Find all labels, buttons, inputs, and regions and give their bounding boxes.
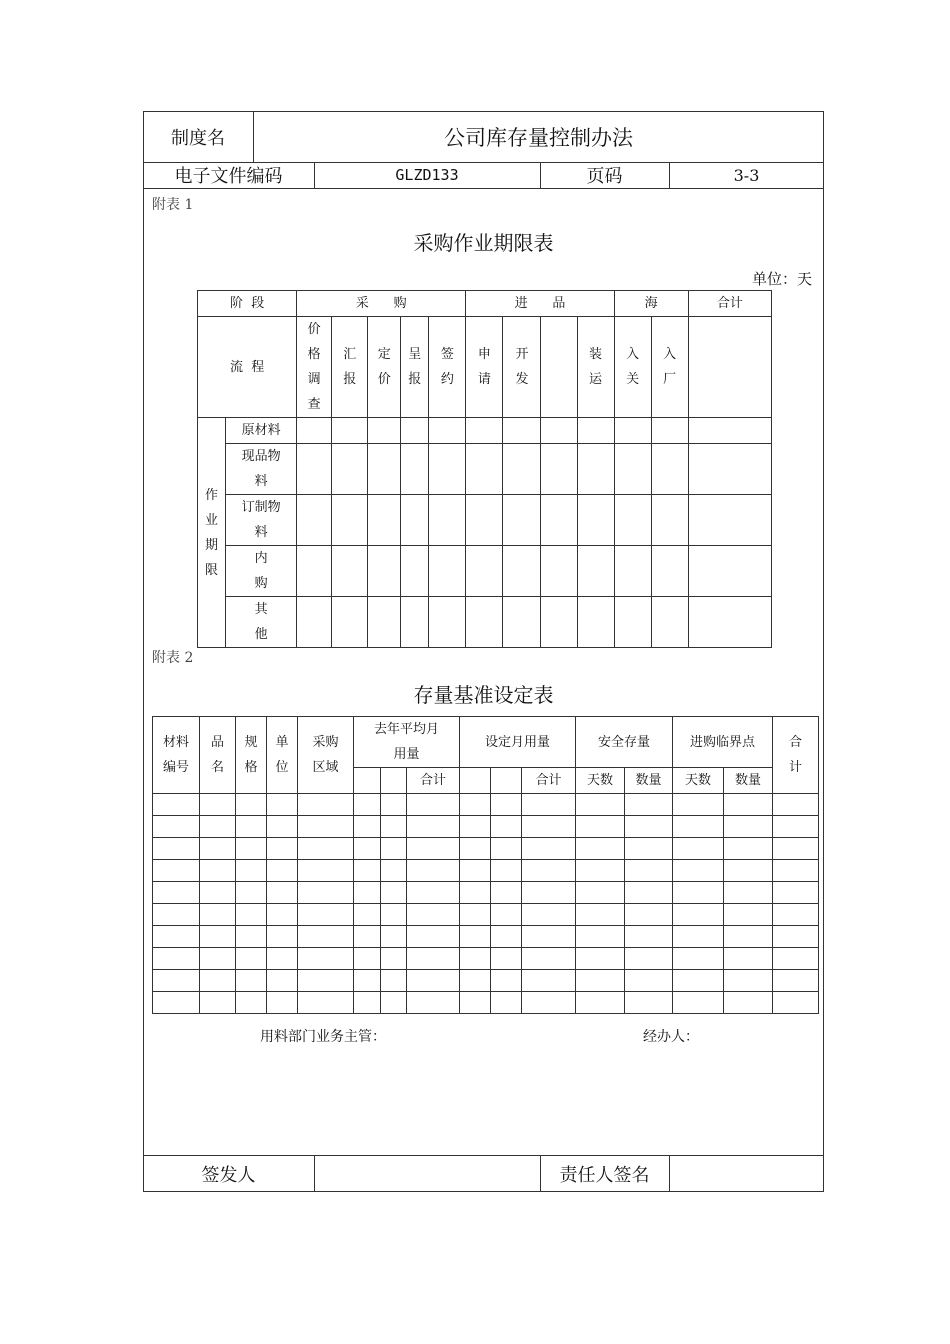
stock-cell[interactable]	[724, 882, 773, 904]
stock-cell[interactable]	[773, 992, 819, 1014]
stock-cell[interactable]	[673, 882, 724, 904]
stock-cell[interactable]	[407, 794, 460, 816]
period-cell[interactable]	[577, 597, 614, 648]
period-cell[interactable]	[332, 444, 368, 495]
stock-cell[interactable]	[625, 992, 673, 1014]
period-cell[interactable]	[577, 444, 614, 495]
stock-cell[interactable]	[460, 948, 491, 970]
stock-cell[interactable]	[381, 992, 407, 1014]
stock-baseline-table	[152, 716, 819, 1014]
stock-cell[interactable]	[724, 926, 773, 948]
stage-customs: 海	[614, 291, 688, 317]
stock-cell[interactable]	[153, 816, 200, 838]
period-cell[interactable]	[688, 418, 771, 444]
stock-cell[interactable]	[236, 838, 267, 860]
period-cell[interactable]	[368, 495, 401, 546]
header-cell	[354, 768, 381, 794]
process-step-1: 汇 报	[332, 317, 368, 418]
stock-cell[interactable]	[625, 860, 673, 882]
stock-cell[interactable]	[298, 838, 354, 860]
stock-cell[interactable]	[625, 926, 673, 948]
stock-cell[interactable]	[236, 816, 267, 838]
process-step-5: 申 请	[466, 317, 503, 418]
stock-cell[interactable]	[236, 882, 267, 904]
stock-cell[interactable]	[200, 794, 236, 816]
period-cell[interactable]	[429, 495, 466, 546]
period-cell[interactable]	[577, 418, 614, 444]
page-number-label: 页码	[586, 166, 623, 187]
row-label: 现品物 料	[226, 444, 297, 495]
stock-cell[interactable]	[298, 816, 354, 838]
period-cell[interactable]	[297, 597, 332, 648]
stock-cell[interactable]	[381, 970, 407, 992]
stock-cell[interactable]	[236, 904, 267, 926]
header-last-year-avg: 去年平均月 用量	[354, 717, 460, 768]
stock-cell[interactable]	[298, 992, 354, 1014]
stock-cell[interactable]	[298, 904, 354, 926]
stock-cell[interactable]	[236, 970, 267, 992]
stock-cell[interactable]	[491, 838, 522, 860]
stock-cell[interactable]	[625, 970, 673, 992]
stock-cell[interactable]	[381, 816, 407, 838]
table-row	[153, 948, 819, 970]
stock-cell[interactable]	[673, 992, 724, 1014]
process-step-7	[541, 317, 577, 418]
period-cell[interactable]	[297, 546, 332, 597]
stock-cell[interactable]	[200, 948, 236, 970]
stock-cell[interactable]	[491, 926, 522, 948]
stock-cell[interactable]	[625, 948, 673, 970]
header-divider	[143, 188, 824, 189]
header-days: 天数	[576, 768, 625, 794]
stock-cell[interactable]	[153, 882, 200, 904]
stock-cell[interactable]	[267, 838, 298, 860]
stock-cell[interactable]	[773, 926, 819, 948]
period-cell[interactable]	[614, 546, 651, 597]
document-frame	[143, 111, 824, 1192]
stock-cell[interactable]	[267, 992, 298, 1014]
table-row	[153, 860, 819, 882]
period-cell[interactable]	[429, 444, 466, 495]
stock-cell[interactable]	[298, 882, 354, 904]
stage-purchase: 采 购	[297, 291, 466, 317]
table-2-title: 存量基准设定表	[413, 682, 554, 707]
stock-cell[interactable]	[200, 882, 236, 904]
table-row	[153, 992, 819, 1014]
stock-cell[interactable]	[407, 838, 460, 860]
header-purchase-area: 采购 区域	[298, 717, 354, 794]
period-cell[interactable]	[541, 546, 577, 597]
stock-cell[interactable]	[267, 926, 298, 948]
stock-cell[interactable]	[267, 904, 298, 926]
stock-cell[interactable]	[773, 860, 819, 882]
stage-label: 阶 段	[198, 291, 297, 317]
stock-cell[interactable]	[354, 882, 381, 904]
process-step-0: 价 格 调 查	[297, 317, 332, 418]
stock-cell[interactable]	[491, 882, 522, 904]
stock-cell[interactable]	[773, 882, 819, 904]
stock-cell[interactable]	[576, 860, 625, 882]
stock-cell[interactable]	[576, 992, 625, 1014]
stock-cell[interactable]	[200, 926, 236, 948]
stock-cell[interactable]	[381, 948, 407, 970]
stock-cell[interactable]	[673, 904, 724, 926]
stock-cell[interactable]	[200, 860, 236, 882]
table-row	[153, 794, 819, 816]
period-cell[interactable]	[297, 495, 332, 546]
stock-cell[interactable]	[298, 794, 354, 816]
period-cell[interactable]	[688, 597, 771, 648]
stock-cell[interactable]	[407, 860, 460, 882]
period-cell[interactable]	[614, 444, 651, 495]
process-step-10: 入 厂	[651, 317, 688, 418]
table-row	[153, 882, 819, 904]
stock-cell[interactable]	[724, 860, 773, 882]
stock-cell[interactable]	[576, 794, 625, 816]
stock-cell[interactable]	[460, 882, 491, 904]
appendix-1-caption: 附表 1	[152, 197, 194, 213]
stock-cell[interactable]	[724, 992, 773, 1014]
stock-cell[interactable]	[673, 970, 724, 992]
header-material-no: 材料 编号	[153, 717, 200, 794]
period-cell[interactable]	[688, 546, 771, 597]
stock-cell[interactable]	[491, 904, 522, 926]
table-row	[153, 816, 819, 838]
stock-cell[interactable]	[407, 948, 460, 970]
purchase-period-table	[197, 290, 772, 648]
stock-cell[interactable]	[407, 882, 460, 904]
process-step-6: 开 发	[503, 317, 541, 418]
period-cell[interactable]	[688, 495, 771, 546]
stage-total: 合计	[688, 291, 771, 317]
stock-cell[interactable]	[522, 794, 576, 816]
stock-cell[interactable]	[673, 860, 724, 882]
stock-cell[interactable]	[522, 860, 576, 882]
row-label: 原材料	[226, 418, 297, 444]
stock-cell[interactable]	[298, 948, 354, 970]
unit-label: 单位：天	[752, 270, 813, 288]
stock-cell[interactable]	[298, 970, 354, 992]
stock-cell[interactable]	[673, 926, 724, 948]
period-cell[interactable]	[401, 444, 429, 495]
stock-cell[interactable]	[236, 926, 267, 948]
table-row	[153, 970, 819, 992]
stock-cell[interactable]	[724, 838, 773, 860]
period-cell[interactable]	[541, 495, 577, 546]
stock-cell[interactable]	[407, 904, 460, 926]
stock-cell[interactable]	[381, 838, 407, 860]
period-cell[interactable]	[614, 418, 651, 444]
stock-cell[interactable]	[673, 816, 724, 838]
header-set-monthly: 设定月用量	[460, 717, 576, 768]
header-cell	[381, 768, 407, 794]
stock-cell[interactable]	[381, 860, 407, 882]
stock-cell[interactable]	[298, 860, 354, 882]
stock-cell[interactable]	[522, 926, 576, 948]
stock-cell[interactable]	[200, 816, 236, 838]
header-qty: 数量	[625, 768, 673, 794]
period-cell[interactable]	[466, 495, 503, 546]
period-cell[interactable]	[332, 495, 368, 546]
period-cell[interactable]	[368, 444, 401, 495]
stock-cell[interactable]	[267, 816, 298, 838]
period-cell[interactable]	[651, 418, 688, 444]
stock-cell[interactable]	[153, 838, 200, 860]
stock-cell[interactable]	[354, 816, 381, 838]
stock-cell[interactable]	[460, 992, 491, 1014]
period-cell[interactable]	[503, 546, 541, 597]
period-cell[interactable]	[688, 444, 771, 495]
stock-cell[interactable]	[773, 838, 819, 860]
stock-cell[interactable]	[625, 882, 673, 904]
table-row	[153, 838, 819, 860]
period-cell[interactable]	[466, 546, 503, 597]
period-cell[interactable]	[503, 444, 541, 495]
stock-cell[interactable]	[724, 904, 773, 926]
stock-cell[interactable]	[576, 970, 625, 992]
period-cell[interactable]	[466, 597, 503, 648]
stock-cell[interactable]	[354, 860, 381, 882]
table-row	[153, 926, 819, 948]
stock-cell[interactable]	[354, 970, 381, 992]
row-label: 内 购	[226, 546, 297, 597]
stock-cell[interactable]	[267, 882, 298, 904]
stock-cell[interactable]	[625, 904, 673, 926]
stock-cell[interactable]	[354, 838, 381, 860]
process-step-2: 定 价	[368, 317, 401, 418]
stock-cell[interactable]	[673, 838, 724, 860]
stock-cell[interactable]	[407, 970, 460, 992]
header-days: 天数	[673, 768, 724, 794]
row-label: 订制物 料	[226, 495, 297, 546]
period-cell[interactable]	[466, 418, 503, 444]
stock-cell[interactable]	[381, 904, 407, 926]
period-cell[interactable]	[614, 597, 651, 648]
process-total	[688, 317, 771, 418]
period-cell[interactable]	[651, 444, 688, 495]
period-cell[interactable]	[401, 495, 429, 546]
stock-cell[interactable]	[236, 794, 267, 816]
stock-cell[interactable]	[236, 860, 267, 882]
stock-cell[interactable]	[407, 992, 460, 1014]
stock-cell[interactable]	[354, 992, 381, 1014]
period-cell[interactable]	[297, 444, 332, 495]
stock-cell[interactable]	[773, 904, 819, 926]
header-spec: 规 格	[236, 717, 267, 794]
stock-cell[interactable]	[354, 948, 381, 970]
process-step-3: 呈 报	[401, 317, 429, 418]
stock-cell[interactable]	[576, 882, 625, 904]
handler-label: 经办人：	[643, 1029, 699, 1045]
header-safety-stock: 安全存量	[576, 717, 673, 768]
stock-cell[interactable]	[153, 992, 200, 1014]
stock-cell[interactable]	[236, 992, 267, 1014]
header-cell	[491, 768, 522, 794]
stock-cell[interactable]	[522, 992, 576, 1014]
stock-cell[interactable]	[153, 926, 200, 948]
stage-import: 进 品	[466, 291, 614, 317]
page-title: 公司库存量控制办法	[444, 125, 633, 150]
stock-cell[interactable]	[673, 794, 724, 816]
stock-cell[interactable]	[673, 948, 724, 970]
stock-cell[interactable]	[460, 904, 491, 926]
period-cell[interactable]	[332, 418, 368, 444]
process-step-9: 入 关	[614, 317, 651, 418]
stock-cell[interactable]	[354, 794, 381, 816]
stock-cell[interactable]	[460, 838, 491, 860]
stock-cell[interactable]	[381, 794, 407, 816]
stock-cell[interactable]	[491, 970, 522, 992]
period-cell[interactable]	[541, 444, 577, 495]
file-code-value: GLZD133	[395, 166, 459, 184]
page-number-value: 3-3	[733, 165, 760, 185]
period-cell[interactable]	[503, 495, 541, 546]
stock-cell[interactable]	[460, 860, 491, 882]
period-cell[interactable]	[429, 597, 466, 648]
stock-cell[interactable]	[522, 816, 576, 838]
table-row	[153, 904, 819, 926]
stock-cell[interactable]	[576, 816, 625, 838]
stock-cell[interactable]	[625, 816, 673, 838]
stock-cell[interactable]	[200, 904, 236, 926]
stock-cell[interactable]	[460, 794, 491, 816]
stock-cell[interactable]	[576, 926, 625, 948]
stock-cell[interactable]	[724, 970, 773, 992]
department-supervisor-label: 用料部门业务主管：	[260, 1029, 386, 1045]
period-cell[interactable]	[332, 597, 368, 648]
stock-cell[interactable]	[298, 926, 354, 948]
period-cell[interactable]	[651, 495, 688, 546]
stock-cell[interactable]	[625, 838, 673, 860]
period-cell[interactable]	[651, 597, 688, 648]
stock-cell[interactable]	[491, 794, 522, 816]
stock-cell[interactable]	[491, 992, 522, 1014]
stock-cell[interactable]	[522, 948, 576, 970]
stock-cell[interactable]	[200, 838, 236, 860]
row-label: 其 他	[226, 597, 297, 648]
stock-cell[interactable]	[522, 904, 576, 926]
period-cell[interactable]	[541, 597, 577, 648]
period-cell[interactable]	[297, 418, 332, 444]
stock-cell[interactable]	[236, 948, 267, 970]
period-cell[interactable]	[577, 546, 614, 597]
header-qty: 数量	[724, 768, 773, 794]
stock-cell[interactable]	[354, 904, 381, 926]
stock-cell[interactable]	[576, 948, 625, 970]
period-cell[interactable]	[503, 597, 541, 648]
stock-cell[interactable]	[522, 882, 576, 904]
stock-cell[interactable]	[460, 926, 491, 948]
period-cell[interactable]	[332, 546, 368, 597]
stock-cell[interactable]	[153, 860, 200, 882]
stock-cell[interactable]	[724, 816, 773, 838]
period-cell[interactable]	[401, 546, 429, 597]
stock-cell[interactable]	[381, 926, 407, 948]
stock-cell[interactable]	[460, 970, 491, 992]
header-subtotal: 合计	[522, 768, 576, 794]
period-cell[interactable]	[368, 418, 401, 444]
issuer-signature-field[interactable]	[314, 1155, 540, 1192]
stock-cell[interactable]	[407, 816, 460, 838]
stock-cell[interactable]	[491, 948, 522, 970]
stock-cell[interactable]	[200, 992, 236, 1014]
stock-cell[interactable]	[576, 838, 625, 860]
stock-cell[interactable]	[267, 860, 298, 882]
stock-cell[interactable]	[153, 904, 200, 926]
stock-cell[interactable]	[460, 816, 491, 838]
header-total: 合 计	[773, 717, 819, 794]
header-unit: 单 位	[267, 717, 298, 794]
period-cell[interactable]	[651, 546, 688, 597]
stock-cell[interactable]	[153, 948, 200, 970]
stock-cell[interactable]	[200, 970, 236, 992]
stock-cell[interactable]	[153, 794, 200, 816]
file-code-label: 电子文件编码	[174, 166, 283, 187]
header-cell	[460, 768, 491, 794]
regulation-name-label: 制度名	[171, 127, 225, 149]
stock-cell[interactable]	[267, 794, 298, 816]
stock-cell[interactable]	[491, 816, 522, 838]
stock-cell[interactable]	[407, 926, 460, 948]
header-reorder-point: 进购临界点	[673, 717, 773, 768]
stock-cell[interactable]	[267, 970, 298, 992]
period-cell[interactable]	[368, 597, 401, 648]
period-cell[interactable]	[466, 444, 503, 495]
stock-cell[interactable]	[773, 948, 819, 970]
header-product-name: 品 名	[200, 717, 236, 794]
period-cell[interactable]	[577, 495, 614, 546]
period-cell[interactable]	[401, 597, 429, 648]
process-step-8: 装 运	[577, 317, 614, 418]
stock-cell[interactable]	[491, 860, 522, 882]
stock-cell[interactable]	[354, 926, 381, 948]
table-1-title: 采购作业期限表	[413, 230, 554, 255]
period-cell[interactable]	[368, 546, 401, 597]
stock-cell[interactable]	[773, 970, 819, 992]
stock-cell[interactable]	[576, 904, 625, 926]
stock-cell[interactable]	[724, 948, 773, 970]
process-label: 流 程	[198, 317, 297, 418]
period-cell[interactable]	[614, 495, 651, 546]
issuer-label: 签发人	[201, 1164, 256, 1186]
stock-cell[interactable]	[153, 970, 200, 992]
stock-cell[interactable]	[381, 882, 407, 904]
row-group-label: 作 业 期 限	[198, 418, 226, 648]
period-cell[interactable]	[429, 546, 466, 597]
responsible-signature-field[interactable]	[669, 1155, 824, 1192]
stock-cell[interactable]	[724, 794, 773, 816]
stock-cell[interactable]	[267, 948, 298, 970]
period-cell[interactable]	[541, 418, 577, 444]
stock-cell[interactable]	[773, 816, 819, 838]
header-subtotal: 合计	[407, 768, 460, 794]
period-cell[interactable]	[401, 418, 429, 444]
stock-cell[interactable]	[522, 838, 576, 860]
stock-cell[interactable]	[522, 970, 576, 992]
appendix-2-caption: 附表 2	[152, 650, 194, 666]
period-cell[interactable]	[503, 418, 541, 444]
process-step-4: 签 约	[429, 317, 466, 418]
responsible-signature-label: 责任人签名	[559, 1164, 650, 1186]
period-cell[interactable]	[429, 418, 466, 444]
stock-cell[interactable]	[625, 794, 673, 816]
stock-cell[interactable]	[773, 794, 819, 816]
